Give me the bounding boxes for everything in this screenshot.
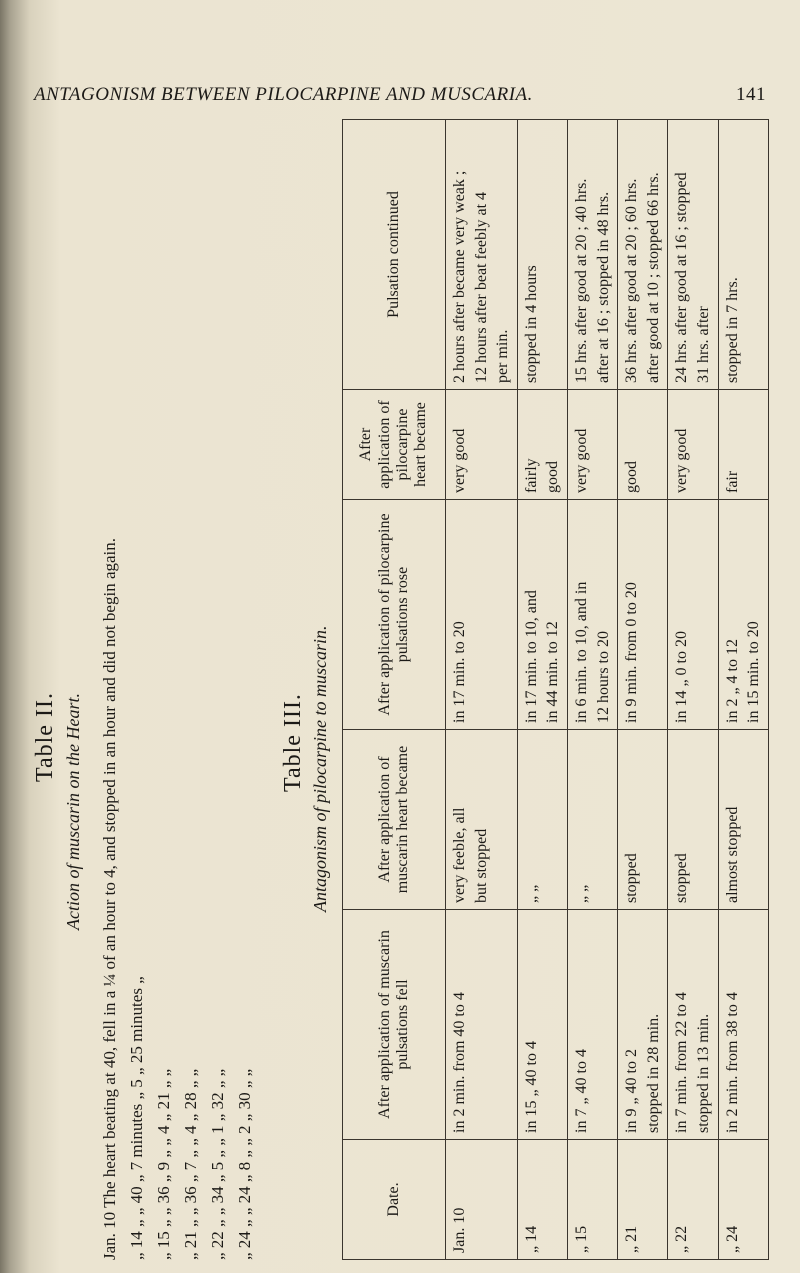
cell-text: in 6 min. to 10, and in	[572, 581, 590, 723]
table2-line: „ 14 „ „ 40 „ 7 minutes „ 5 „ 25 minutes „	[127, 976, 146, 1260]
cell-text: fairly	[522, 458, 540, 493]
cell-text: in 15 „ 40 to 4	[522, 1041, 540, 1133]
cell-text: good	[544, 461, 562, 493]
cell-pulsation-continued	[718, 120, 768, 390]
table-row	[618, 120, 668, 1260]
cell-text: 12 hours to 20	[594, 631, 612, 723]
cell-pilocarpine-rose	[718, 500, 768, 730]
cell-text: 12 hours after beat feebly at 4	[472, 191, 490, 383]
cell-date	[668, 1140, 718, 1260]
cell-text: in 9 min. from 0 to 20	[623, 582, 641, 723]
cell-pilocarpine-rose	[446, 500, 518, 730]
cell-text: in 17 min. to 10, and	[522, 590, 540, 723]
table2-line: „ 22 „ „ 34 „ 5 „ „ 1 „ 32 „ „	[208, 1068, 227, 1260]
cell-text: in 2 min. from 38 to 4	[723, 992, 741, 1133]
cell-pulsation-continued	[668, 120, 718, 390]
table-row	[718, 120, 768, 1260]
cell-date	[718, 1140, 768, 1260]
cell-text: „ 14	[522, 1225, 540, 1253]
cell-pilocarpine-became	[618, 390, 668, 500]
cell-date	[618, 1140, 668, 1260]
table2-line: „ 15 „ „ 36 „ 9 „ „ 4 „ 21 „ „	[154, 1068, 173, 1260]
cell-pilocarpine-became	[668, 390, 718, 500]
cell-text: per min.	[494, 329, 512, 383]
cell-pilocarpine-rose	[517, 500, 567, 730]
cell-pilocarpine-became	[567, 390, 617, 500]
cell-text: good	[623, 461, 641, 493]
cell-muscarin-became	[618, 730, 668, 910]
cell-text: in 14 „ 0 to 20	[673, 631, 691, 723]
cell-text: in 17 min. to 20	[451, 621, 468, 723]
cell-text: in 7 „ 40 to 4	[572, 1049, 590, 1133]
cell-muscarin-fell	[517, 910, 567, 1140]
table2-line: „ 21 „ „ 36 „ 7 „ „ 4 „ 28 „ „	[181, 1068, 200, 1260]
cell-pulsation-continued	[567, 120, 617, 390]
cell-text: „ „	[572, 884, 590, 903]
header-muscarin-became: After application of muscarin heart became	[343, 730, 446, 910]
cell-muscarin-became	[567, 730, 617, 910]
cell-text: 15 hrs. after good at 20 ; 40 hrs.	[572, 178, 590, 383]
table3-header-row	[343, 120, 446, 1260]
cell-muscarin-fell	[718, 910, 768, 1140]
cell-text: 24 hrs. after good at 16 ; stopped	[673, 172, 691, 383]
table-row	[567, 120, 617, 1260]
cell-text: 2 hours after became very weak ;	[451, 170, 468, 383]
cell-text: stopped	[673, 853, 691, 903]
cell-pilocarpine-rose	[567, 500, 617, 730]
cell-pulsation-continued	[517, 120, 567, 390]
cell-text: stopped in 28 min.	[644, 1013, 662, 1133]
table-row	[668, 120, 718, 1260]
cell-date	[446, 1140, 518, 1260]
cell-date	[517, 1140, 567, 1260]
cell-text: „ 24	[723, 1225, 741, 1253]
cell-text: stopped in 13 min.	[694, 1013, 712, 1133]
cell-text: „ 22	[673, 1225, 691, 1253]
cell-pilocarpine-rose	[668, 500, 718, 730]
cell-pilocarpine-became	[718, 390, 768, 500]
header-pulsation-continued: Pulsation continued	[343, 120, 446, 390]
cell-text: 36 hrs. after good at 20 ; 60 hrs.	[623, 178, 641, 383]
rotated-tables	[30, 110, 770, 1260]
cell-muscarin-fell	[446, 910, 518, 1140]
cell-text: „ „	[522, 884, 540, 903]
cell-text: in 7 min. from 22 to 4	[673, 992, 691, 1133]
cell-muscarin-became	[718, 730, 768, 910]
cell-text: „ 15	[572, 1225, 590, 1253]
cell-muscarin-became	[517, 730, 567, 910]
cell-text: in 2 „ 4 to 12	[723, 639, 741, 723]
cell-muscarin-became	[668, 730, 718, 910]
cell-text: in 9 „ 40 to 2	[623, 1049, 641, 1133]
cell-text: stopped in 4 hours	[522, 265, 540, 383]
cell-muscarin-fell	[668, 910, 718, 1140]
header-pilocarpine-rose: After application of pilocarpine pulsations rose	[343, 500, 446, 730]
cell-text: 31 hrs. after	[694, 306, 712, 383]
table3-subtitle: Antagonism of pilocarpine to muscarin.	[310, 625, 330, 912]
running-head	[34, 84, 774, 110]
cell-pulsation-continued	[618, 120, 668, 390]
cell-text: stopped in 7 hrs.	[723, 277, 741, 383]
table3	[342, 119, 769, 1260]
cell-muscarin-fell	[618, 910, 668, 1140]
table2-line: Jan. 10 The heart beating at 40, fell in a ¼ of an hour to 4, and stopped in an hour and did not begin again.	[100, 537, 119, 1260]
cell-muscarin-became	[446, 730, 518, 910]
table2-subtitle: Action of muscarin on the Heart.	[63, 693, 83, 930]
header-pilocarpine-became: After application of pilocarpine heart became	[343, 390, 446, 500]
cell-text: „ 21	[623, 1225, 641, 1253]
cell-text: stopped	[623, 853, 641, 903]
cell-pilocarpine-rose	[618, 500, 668, 730]
cell-text: very good	[572, 428, 590, 493]
cell-pilocarpine-became	[446, 390, 518, 500]
cell-date	[567, 1140, 617, 1260]
running-head-title: ANTAGONISM BETWEEN PILOCARPINE AND MUSCARIA.	[34, 84, 533, 105]
cell-text: in 15 min. to 20	[745, 621, 763, 723]
table-row	[517, 120, 567, 1260]
header-muscarin-fell: After application of muscarin pulsations fell	[343, 910, 446, 1140]
header-date: Date.	[343, 1140, 446, 1260]
table-row	[446, 120, 518, 1260]
cell-text: very good	[451, 428, 468, 493]
table2-line: „ 24 „ „ 24 „ 8 „ „ 2 „ 30 „ „	[235, 1068, 254, 1260]
table3-title: Table III.	[280, 693, 306, 792]
cell-text: fair	[723, 470, 741, 493]
cell-pulsation-continued	[446, 120, 518, 390]
cell-text: in 2 min. from 40 to 4	[451, 992, 468, 1133]
table3-body	[446, 120, 769, 1260]
table2-title: Table II.	[32, 692, 58, 782]
cell-text: after good at 10 ; stopped 66 hrs.	[644, 172, 662, 383]
cell-text: very good	[673, 428, 691, 493]
cell-text: in 44 min. to 12	[544, 621, 562, 723]
cell-pilocarpine-became	[517, 390, 567, 500]
cell-text: after at 16 ; stopped in 48 hrs.	[594, 191, 612, 383]
page-number: 141	[736, 84, 766, 105]
cell-text: Jan. 10	[451, 1207, 468, 1253]
cell-text: very feeble, all	[451, 807, 468, 903]
cell-text: but stopped	[472, 828, 490, 903]
cell-muscarin-fell	[567, 910, 617, 1140]
cell-text: almost stopped	[723, 806, 741, 903]
